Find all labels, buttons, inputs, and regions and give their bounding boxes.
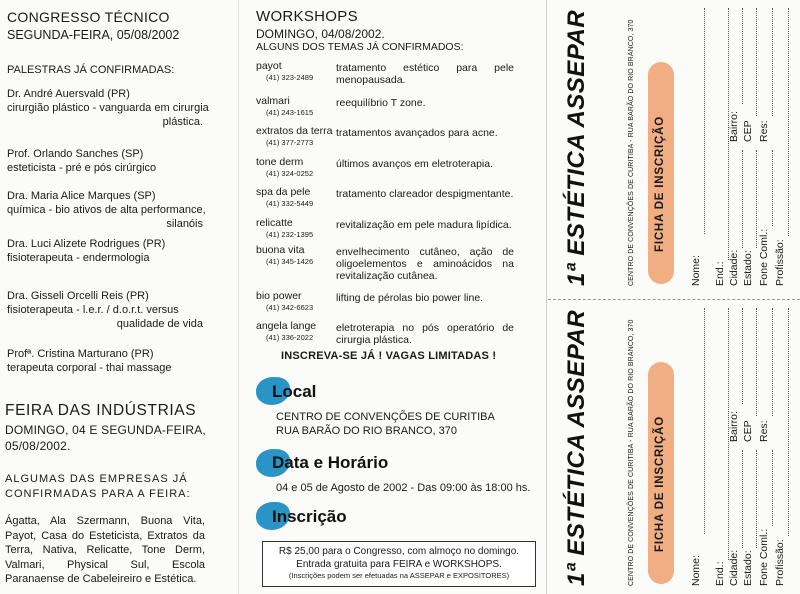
field-input-cep[interactable] bbox=[756, 8, 757, 116]
field-input-estado[interactable] bbox=[756, 450, 757, 548]
speaker-topic-line1: química - bio ativos de alta performance, bbox=[7, 204, 206, 216]
field-label-profissao: Profissão: bbox=[774, 539, 786, 586]
workshops-title: WORKSHOPS bbox=[256, 8, 358, 25]
form-venue-line: CENTRO DE CONVENÇÕES DE CURITIBA - RUA BARÃO DO RIO BRANCO, 370 bbox=[628, 319, 635, 586]
speaker-topic-line1: esteticista - pré e pós cirúrgico bbox=[7, 162, 157, 174]
field-input-profissao[interactable] bbox=[788, 308, 789, 536]
workshop-phone: (41) 377-2773 bbox=[266, 138, 314, 147]
field-input-cep[interactable] bbox=[756, 308, 757, 416]
speaker-topic-line2: silanóis bbox=[166, 218, 203, 230]
field-label-profissao: Profissão: bbox=[774, 239, 786, 286]
workshop-company: spa da pele bbox=[256, 186, 311, 198]
workshop-topic: envelhecimento cutâneo, ação de oligoelementos e aminoácidos na revitalização cutânea. bbox=[336, 246, 514, 282]
speaker-topic-line1: fisioterapeuta - l.e.r. / d.o.r.t. versus bbox=[7, 304, 179, 316]
form-brand-title: 1ª ESTÉTICA ASSEPAR bbox=[563, 309, 590, 586]
speaker-name: Dr. André Auersvald (PR) bbox=[7, 88, 130, 100]
registration-form-top bbox=[548, 0, 800, 294]
inscricao-line1: R$ 25,00 para o Congresso, com almoço no domingo. bbox=[278, 546, 520, 557]
field-label-end: End.: bbox=[714, 261, 726, 286]
workshop-topic: tratamento clareador despigmentante. bbox=[336, 188, 514, 200]
workshops-date: DOMINGO, 04/08/2002. bbox=[256, 27, 385, 41]
field-label-estado: Estado: bbox=[742, 550, 754, 586]
data-horario-text: 04 e 05 de Agosto de 2002 - Das 09:00 às 18:00 hs. bbox=[276, 482, 531, 494]
workshop-company: relicatte bbox=[256, 217, 293, 229]
field-label-fone: Fone Coml.: bbox=[758, 228, 770, 286]
field-label-cep: CEP bbox=[742, 420, 754, 442]
field-input-nome[interactable] bbox=[704, 308, 705, 534]
data-horario-heading: Data e Horário bbox=[272, 453, 389, 472]
field-input-profissao[interactable] bbox=[788, 8, 789, 236]
workshop-topic: eletroterapia no pós operatório de cirurgia plástica. bbox=[336, 322, 514, 346]
speaker-topic-line2: qualidade de vida bbox=[116, 318, 203, 330]
workshop-company: buona vita bbox=[256, 244, 305, 256]
workshop-phone: (41) 332-5449 bbox=[266, 199, 314, 208]
feira-title: FEIRA DAS INDÚSTRIAS bbox=[5, 402, 197, 419]
temas-heading: ALGUNS DOS TEMAS JÁ CONFIRMADOS: bbox=[256, 41, 464, 53]
speaker-topic-line1: terapeuta corporal - thai massage bbox=[7, 362, 172, 374]
workshop-topic: reequilíbrio T zone. bbox=[336, 97, 426, 109]
field-input-cidade[interactable] bbox=[742, 450, 743, 548]
workshop-phone: (41) 345-1426 bbox=[266, 257, 314, 266]
registration-form-bottom bbox=[548, 300, 800, 594]
congresso-title: CONGRESSO TÉCNICO bbox=[7, 9, 170, 25]
inscricao-line2: Entrada gratuita para FEIRA e WORKSHOPS. bbox=[296, 559, 502, 570]
inscricao-heading: Inscrição bbox=[272, 507, 347, 526]
speaker-topic-line1: fisioterapeuta - endermologia bbox=[7, 252, 150, 264]
workshop-company: angela lange bbox=[256, 320, 317, 332]
feira-sub-line1: DOMINGO, 04 E SEGUNDA-FEIRA, bbox=[5, 423, 206, 437]
field-label-bairro: Bairro: bbox=[728, 111, 740, 142]
local-line1: CENTRO DE CONVENÇÕES DE CURITIBA bbox=[276, 411, 495, 423]
field-input-res[interactable] bbox=[772, 8, 773, 116]
field-input-estado[interactable] bbox=[756, 150, 757, 248]
field-label-end: End.: bbox=[714, 561, 726, 586]
speaker-name: Dra. Luci Alizete Rodrigues (PR) bbox=[7, 238, 166, 250]
workshop-topic: revitalização em pele madura lipídica. bbox=[336, 219, 512, 231]
inscricao-price-box bbox=[262, 541, 536, 587]
field-label-nome: Nome: bbox=[690, 255, 702, 286]
speaker-name: Prof. Orlando Sanches (SP) bbox=[7, 148, 144, 160]
field-label-nome: Nome: bbox=[690, 555, 702, 586]
workshop-company: valmari bbox=[256, 95, 290, 107]
inscreva-banner: INSCREVA-SE JÁ ! VAGAS LIMITADAS ! bbox=[281, 350, 497, 362]
palestras-heading: PALESTRAS JÁ CONFIRMADAS: bbox=[7, 64, 175, 76]
feira-sub-line2: 05/08/2002. bbox=[5, 439, 71, 453]
perforation-line bbox=[548, 299, 800, 300]
field-input-nome[interactable] bbox=[704, 8, 705, 234]
speaker-topic-line1: cirurgião plástico - vanguarda em cirurgia bbox=[7, 102, 209, 114]
field-input-fone[interactable] bbox=[772, 450, 773, 526]
field-label-res: Res: bbox=[758, 120, 770, 142]
field-label-fone: Fone Coml.: bbox=[758, 528, 770, 586]
workshop-topic: últimos avanços em eletroterapia. bbox=[336, 158, 493, 170]
ficha-title: FICHA DE INSCRIÇÃO bbox=[654, 115, 666, 252]
speaker-name: Dra. Maria Alice Marques (SP) bbox=[7, 190, 156, 202]
field-input-bairro[interactable] bbox=[742, 8, 743, 104]
workshop-phone: (41) 232-1395 bbox=[266, 230, 314, 239]
speaker-name: Profª. Cristina Marturano (PR) bbox=[7, 348, 154, 360]
workshop-topic: lifting de pérolas bio power line. bbox=[336, 292, 484, 304]
workshop-phone: (41) 243-1615 bbox=[266, 108, 314, 117]
empresas-list: Ágatta, Ala Szermann, Buona Vita, Payot, Casa do Esteticista, Extratos da Terra, Nativa, Relicatte, Tone Derm, Valmari, Physical Sul, Escola Paranaense de Cabeleireiro e Estética. bbox=[5, 515, 205, 585]
field-label-res: Res: bbox=[758, 420, 770, 442]
workshop-company: extratos da terra bbox=[256, 125, 333, 137]
speaker-topic-line2: plástica. bbox=[162, 116, 203, 128]
field-input-res[interactable] bbox=[772, 308, 773, 416]
workshop-topic: tratamentos avançados para acne. bbox=[336, 127, 498, 139]
form-brand-title: 1ª ESTÉTICA ASSEPAR bbox=[563, 9, 590, 286]
local-heading: Local bbox=[272, 382, 317, 401]
fold-line-1 bbox=[238, 0, 239, 594]
workshop-company: tone derm bbox=[256, 156, 304, 168]
workshop-company: payot bbox=[256, 60, 282, 72]
workshop-phone: (41) 342-6623 bbox=[266, 303, 314, 312]
field-label-cep: CEP bbox=[742, 120, 754, 142]
workshop-phone: (41) 324-0252 bbox=[266, 169, 314, 178]
field-label-cidade: Cidade: bbox=[728, 549, 740, 586]
field-label-estado: Estado: bbox=[742, 250, 754, 286]
form-venue-line: CENTRO DE CONVENÇÕES DE CURITIBA - RUA BARÃO DO RIO BRANCO, 370 bbox=[628, 19, 635, 286]
empresas-heading-line1: ALGUMAS DAS EMPRESAS JÁ bbox=[5, 473, 188, 485]
workshop-phone: (41) 336-2022 bbox=[266, 333, 314, 342]
local-line2: RUA BARÃO DO RIO BRANCO, 370 bbox=[276, 425, 457, 437]
speaker-name: Dra. Gisseli Orcelli Reis (PR) bbox=[7, 290, 149, 302]
field-input-cidade[interactable] bbox=[742, 150, 743, 248]
empresas-heading-line2: CONFIRMADAS PARA A FEIRA: bbox=[5, 488, 191, 500]
fold-line-2 bbox=[546, 0, 547, 594]
field-input-bairro[interactable] bbox=[742, 308, 743, 404]
inscricao-line3: (Inscrições podem ser efetuadas na ASSEPAR e EXPOSITORES) bbox=[288, 571, 510, 580]
workshop-phone: (41) 323-2489 bbox=[266, 73, 314, 82]
congresso-date: SEGUNDA-FEIRA, 05/08/2002 bbox=[7, 28, 180, 42]
ficha-title: FICHA DE INSCRIÇÃO bbox=[654, 415, 666, 552]
field-label-bairro: Bairro: bbox=[728, 411, 740, 442]
field-label-cidade: Cidade: bbox=[728, 249, 740, 286]
workshop-topic: tratamento estético para pele menopausada. bbox=[336, 62, 514, 86]
workshop-company: bio power bbox=[256, 290, 302, 302]
field-input-fone[interactable] bbox=[772, 150, 773, 226]
